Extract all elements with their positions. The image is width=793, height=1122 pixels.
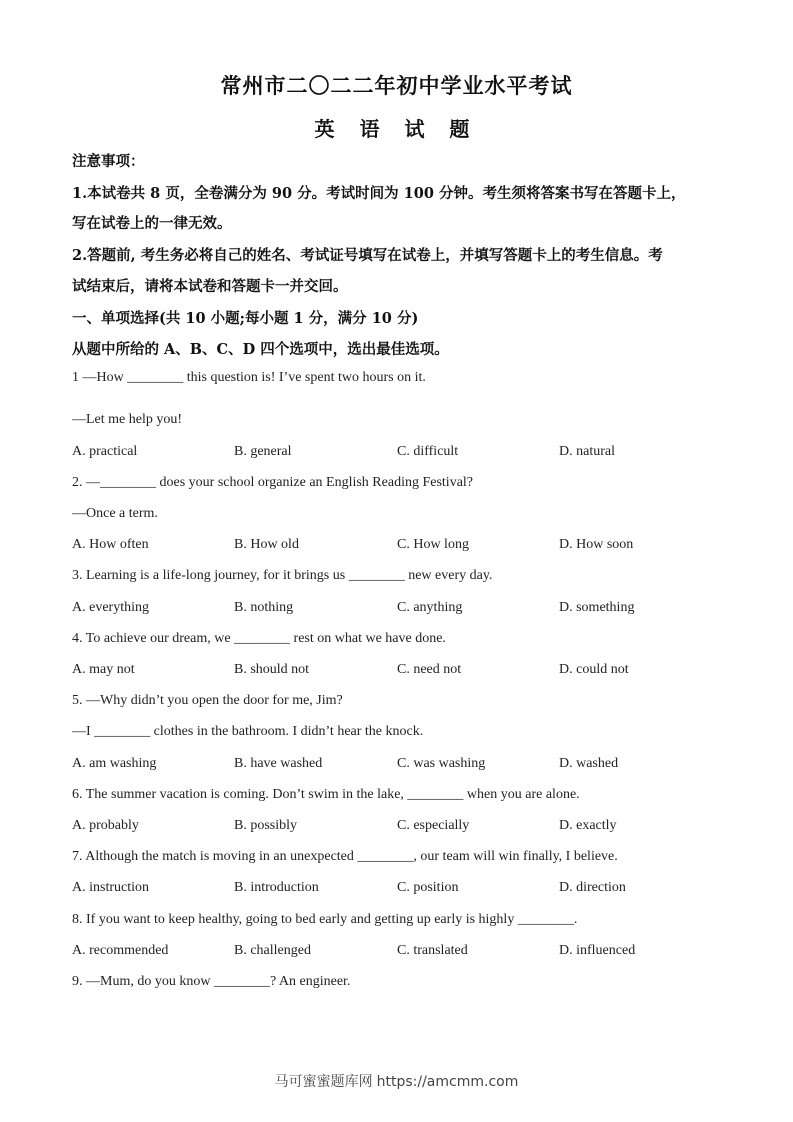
question-7-stem: 7. Although the match is moving in an unexpected ________, our team will win finally, I believe. bbox=[72, 849, 618, 864]
question-4-option-b: B. should not bbox=[234, 662, 310, 677]
question-2-option-c: C. How long bbox=[397, 537, 469, 552]
question-6-option-d: D. exactly bbox=[559, 818, 617, 833]
notice-heading: 注意事项： bbox=[72, 153, 145, 170]
question-6-option-a: A. probably bbox=[72, 818, 139, 833]
question-2-reply: —Once a term. bbox=[72, 506, 158, 521]
question-7-option-a: A. instruction bbox=[72, 880, 149, 895]
question-1-reply: —Let me help you! bbox=[72, 412, 183, 427]
question-4-option-a: A. may not bbox=[72, 662, 135, 677]
question-3-option-b: B. nothing bbox=[234, 600, 294, 615]
question-5-option-d: D. washed bbox=[559, 756, 619, 771]
question-7-option-b: B. introduction bbox=[234, 880, 319, 895]
question-5-option-c: C. was washing bbox=[397, 756, 486, 771]
section-instruction: 从题中所给的 A、B、C、D 四个选项中，选出最佳选项。 bbox=[72, 341, 449, 358]
question-5-option-b: B. have washed bbox=[234, 756, 323, 771]
question-9-stem: 9. —Mum, do you know ________? An engineer. bbox=[72, 974, 351, 989]
exam-subject-title: 英 语 试 题 bbox=[314, 117, 479, 141]
page-footer bbox=[0, 1071, 793, 1091]
question-6-stem: 6. The summer vacation is coming. Don’t swim in the lake, ________ when you are alone. bbox=[72, 787, 580, 802]
notice-item-1-line-2: 写在试卷上的一律无效。 bbox=[72, 215, 232, 232]
question-2-option-a: A. How often bbox=[72, 537, 149, 552]
question-8-option-a: A. recommended bbox=[72, 943, 169, 958]
question-1-option-c: C. difficult bbox=[397, 444, 459, 459]
question-4-option-d: D. could not bbox=[559, 662, 629, 677]
question-1-stem: 1 —How ________ this question is! I’ve spent two hours on it. bbox=[72, 370, 426, 385]
question-7-option-d: D. direction bbox=[559, 880, 626, 895]
footer-url[interactable]: https://amcmm.com bbox=[376, 1074, 519, 1090]
question-5-reply: —I ________ clothes in the bathroom. I didn’t hear the knock. bbox=[72, 724, 424, 739]
question-2-stem: 2. —________ does your school organize an English Reading Festival? bbox=[72, 475, 474, 490]
question-5-stem: 5. —Why didn’t you open the door for me, Jim? bbox=[72, 693, 343, 708]
question-3-stem: 3. Learning is a life-long journey, for it brings us ________ new every day. bbox=[72, 568, 493, 583]
question-6-option-b: B. possibly bbox=[234, 818, 298, 833]
section-heading: 一、单项选择(共 10 小题;每小题 1 分，满分 10 分) bbox=[72, 310, 419, 327]
question-1-option-d: D. natural bbox=[559, 444, 615, 459]
notice-item-2-line-2: 试结束后，请将本试卷和答题卡一并交回。 bbox=[72, 278, 348, 295]
question-8-option-d: D. influenced bbox=[559, 943, 636, 958]
question-1-option-a: A. practical bbox=[72, 444, 138, 459]
question-8-option-b: B. challenged bbox=[234, 943, 311, 958]
question-3-option-a: A. everything bbox=[72, 600, 149, 615]
question-7-option-c: C. position bbox=[397, 880, 459, 895]
question-8-option-c: C. translated bbox=[397, 943, 468, 958]
notice-item-1-line-1: 1.本试卷共 8 页，全卷满分为 90 分。考试时间为 100 分钟。考生须将答案书写在答题卡上， bbox=[72, 185, 686, 202]
question-4-option-c: C. need not bbox=[397, 662, 462, 677]
question-4-stem: 4. To achieve our dream, we ________ rest on what we have done. bbox=[72, 631, 446, 646]
exam-title: 常州市二〇二二年初中学业水平考试 bbox=[220, 73, 573, 98]
question-2-option-d: D. How soon bbox=[559, 537, 634, 552]
question-5-option-a: A. am washing bbox=[72, 756, 157, 771]
question-6-option-c: C. especially bbox=[397, 818, 470, 833]
question-1-option-b: B. general bbox=[234, 444, 292, 459]
notice-item-2-line-1: 2.答题前, 考生务必将自己的姓名、考试证号填写在试卷上，并填写答题卡上的考生信息。考 bbox=[72, 247, 663, 264]
question-2-option-b: B. How old bbox=[234, 537, 299, 552]
question-8-stem: 8. If you want to keep healthy, going to bed early and getting up early is highly ________. bbox=[72, 912, 578, 927]
footer-site-name: 马可蜜蜜题库网 bbox=[274, 1074, 373, 1090]
question-3-option-d: D. something bbox=[559, 600, 635, 615]
question-3-option-c: C. anything bbox=[397, 600, 463, 615]
